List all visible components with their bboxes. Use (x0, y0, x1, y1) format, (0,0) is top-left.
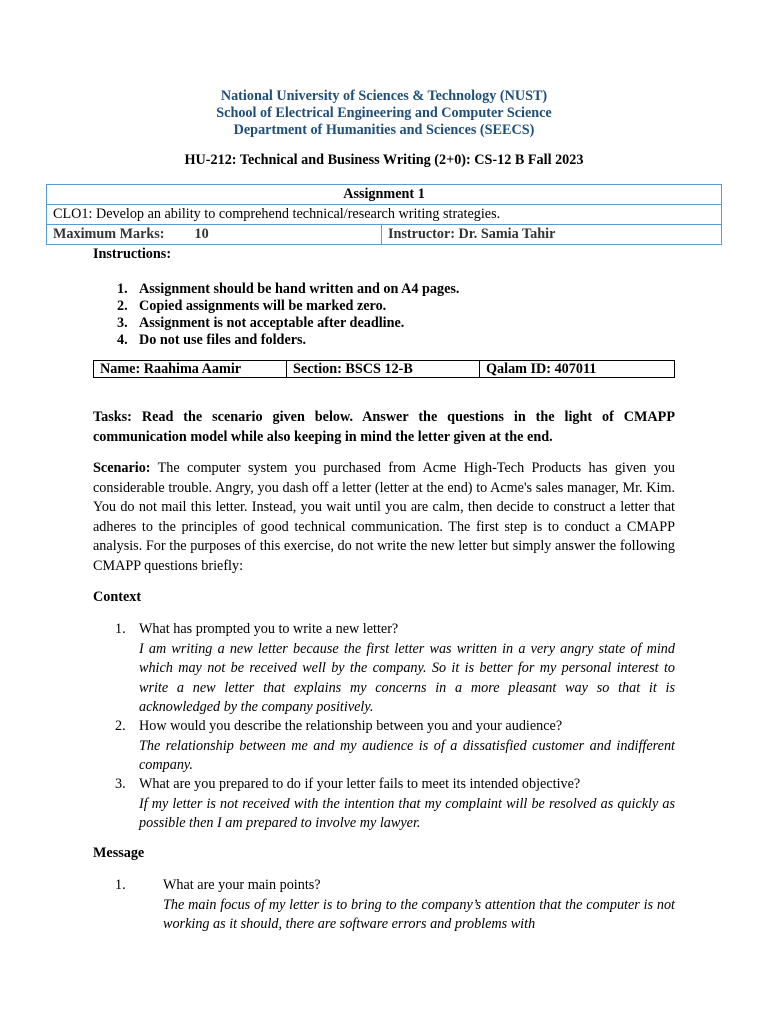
answer-text: I am writing a new letter because the first letter was written in a very angry state of mind which may not be received well by the company. So it is better for my personal interest to write a new letter that explains my concerns in a more pleasant way so that it is acknowledged by the company positively. (139, 640, 675, 715)
message-question-1: 1. What are your main points? The main focus of my letter is to bring to the company’s attention that the computer is not working as it should, there are software errors and problems with (93, 876, 675, 935)
student-section: Section: BSCS 12-B (287, 361, 480, 378)
student-qalam-id: Qalam ID: 407011 (480, 361, 675, 378)
list-item: 2. Copied assignments will be marked zero. (117, 298, 387, 314)
scenario-label: Scenario: (93, 460, 151, 476)
list-item: 1. Assignment should be hand written and on A4 pages. (117, 281, 460, 297)
assignment-table (46, 184, 722, 245)
list-item: 4. Do not use files and folders. (117, 332, 307, 348)
max-marks-cell (47, 225, 382, 245)
instructions-heading: Instructions: (93, 246, 172, 262)
clo-text: CLO1: Develop an ability to comprehend technical/research writing strategies. (47, 205, 722, 225)
scenario-paragraph (93, 459, 675, 576)
instructions-list (93, 281, 459, 349)
department-name: Department of Humanities and Sciences (SEECS) (233, 122, 535, 138)
university-name: National University of Sciences & Technology (NUST) (220, 88, 548, 104)
context-question-1: 1. What has prompted you to write a new letter? I am writing a new letter because the first letter was written in a very angry state of mind which may not be received well by the company. So it is better for my personal interest to write a new letter that explains my concerns in a more pleasant way so that it is acknowledged by the company positively. (93, 620, 675, 718)
instructor-cell: Instructor: Dr. Samia Tahir (382, 225, 722, 245)
assignment-title: Assignment 1 (47, 185, 722, 205)
tasks-paragraph: Tasks: Read the scenario given below. Answer the questions in the light of CMAPP communication model while also keeping in mind the letter given at the end. (93, 409, 675, 445)
answer-text: If my letter is not received with the intention that my complaint will be resolved as quickly as possible then I am prepared to involve my lawyer. (139, 795, 675, 831)
max-marks-label: Maximum Marks: (53, 226, 165, 242)
max-marks-value: 10 (194, 226, 209, 242)
context-question-3: 3. What are you prepared to do if your letter fails to meet its intended objective? If my letter is not received with the intention that my complaint will be resolved as quickly as possible then I am prepared to involve my lawyer. (93, 775, 675, 834)
institution-header (0, 88, 768, 139)
answer-text: The main focus of my letter is to bring to the company’s attention that the computer is not working as it should, there are software errors and problems with (163, 896, 675, 932)
student-name: Name: Raahima Aamir (94, 361, 287, 378)
context-question-2: 2. How would you describe the relationship between you and your audience? The relationship between me and my audience is of a dissatisfied customer and indifferent company. (93, 717, 675, 776)
school-name: School of Electrical Engineering and Computer Science (216, 105, 552, 121)
scenario-text: The computer system you purchased from Acme High-Tech Products has given you considerable trouble. Angry, you dash off a letter (letter at the end) to Acme's sales manager, Mr. Kim. You do not mail this letter. Instead, you wait until you are calm, then decide to construct a letter that adheres to the principles of good technical communication. The first step is to conduct a CMAPP analysis. For the purposes of this exercise, do not write the new letter but simply answer the following CMAPP questions briefly: (93, 460, 675, 574)
context-heading: Context (93, 589, 142, 605)
list-item: 3. Assignment is not acceptable after deadline. (117, 315, 405, 331)
course-title: HU-212: Technical and Business Writing (2+0): CS-12 B Fall 2023 (184, 152, 584, 168)
answer-text: The relationship between me and my audience is of a dissatisfied customer and indifferent company. (139, 737, 675, 773)
student-info-table (93, 360, 675, 378)
message-heading: Message (93, 845, 145, 861)
